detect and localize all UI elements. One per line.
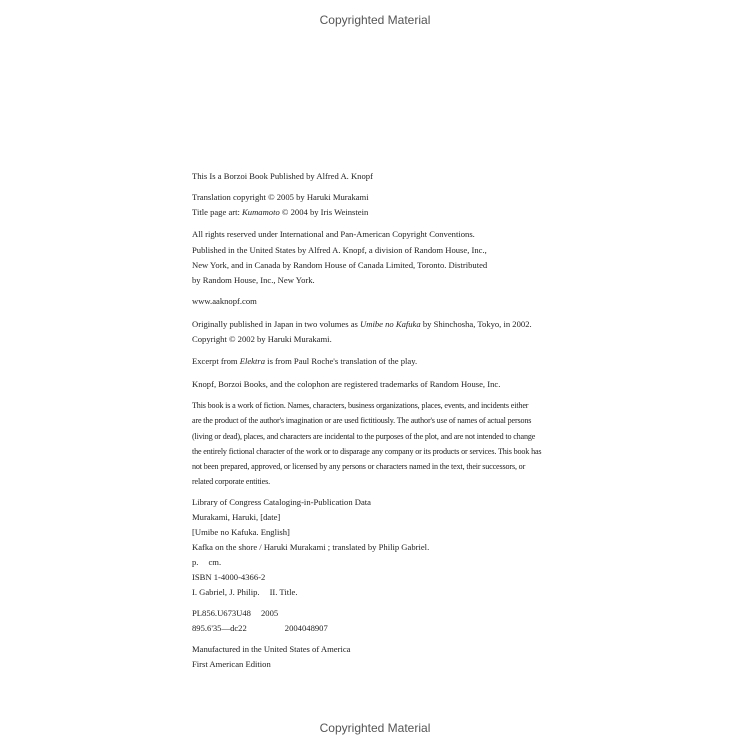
cip-line xyxy=(192,587,298,598)
excerpt-line xyxy=(192,356,417,367)
fiction-disclaimer-line: are the product of the author's imagination or are used fictitiously. The author's use of names of actual persons xyxy=(192,416,532,425)
trademarks-line: Knopf, Borzoi Books, and the colophon are registered trademarks of Random House, Inc. xyxy=(192,379,501,389)
original-copyright: Copyright © 2002 by Haruki Murakami. xyxy=(192,334,332,344)
text: 2004048907 xyxy=(284,623,328,633)
text: is from Paul Roche's translation of the play. xyxy=(265,356,418,366)
fiction-disclaimer-line: related corporate entities. xyxy=(192,477,270,486)
text: by Shinchosha, Tokyo, in 2002. xyxy=(420,319,532,329)
borzoi-line: This Is a Borzoi Book Published by Alfred A. Knopf xyxy=(192,171,373,181)
cip-line: Library of Congress Cataloging-in-Publication Data xyxy=(192,497,371,507)
title-page-art xyxy=(192,207,368,218)
text: PL856.U673U48 xyxy=(192,608,251,618)
fiction-disclaimer-line: not been prepared, approved, or licensed by any persons or characters named in the text, their successors, or xyxy=(192,462,526,471)
fiction-disclaimer-line: This book is a work of fiction. Names, characters, business organizations, places, events, and incidents either xyxy=(192,401,529,410)
edition-line: First American Edition xyxy=(192,659,271,669)
text: Excerpt from xyxy=(192,356,240,366)
text: p. xyxy=(192,557,199,567)
italic-title: Umibe no Kafuka xyxy=(360,319,421,329)
text: I. Gabriel, J. Philip. xyxy=(192,587,260,597)
cip-line xyxy=(192,557,221,568)
text: 895.6'35—dc22 xyxy=(192,623,247,633)
translation-copyright: Translation copyright © 2005 by Haruki Murakami xyxy=(192,192,369,202)
footer-watermark: Copyrighted Material xyxy=(319,721,431,735)
manufactured-line: Manufactured in the United States of America xyxy=(192,644,351,654)
cip-line: Kafka on the shore / Haruki Murakami ; translated by Philip Gabriel. xyxy=(192,542,430,552)
rights-line: Published in the United States by Alfred A. Knopf, a division of Random House, Inc., xyxy=(192,245,487,255)
original-publication xyxy=(192,319,532,330)
classification-line xyxy=(192,608,278,619)
cip-line: Murakami, Haruki, [date] xyxy=(192,512,281,522)
rights-line: New York, and in Canada by Random House of Canada Limited, Toronto. Distributed xyxy=(192,260,488,270)
rights-line: All rights reserved under International and Pan-American Copyright Conventions. xyxy=(192,229,475,239)
text: © 2004 by Iris Weinstein xyxy=(279,207,369,217)
text: cm. xyxy=(208,557,222,567)
italic-title: Kumamoto xyxy=(242,207,280,217)
fiction-disclaimer-line: the entirely fictional character of the work or to disparage any company or its products or services. This book has xyxy=(192,447,542,456)
header-watermark: Copyrighted Material xyxy=(319,13,431,27)
rights-line: by Random House, Inc., New York. xyxy=(192,275,315,285)
text: Title page art: xyxy=(192,207,243,217)
fiction-disclaimer-line: (living or dead), places, and characters are incidental to the purposes of the plot, and are not intended to change xyxy=(192,432,536,441)
website: www.aaknopf.com xyxy=(192,296,257,306)
italic-title: Elektra xyxy=(239,356,266,366)
classification-line xyxy=(192,623,328,634)
cip-line: [Umibe no Kafuka. English] xyxy=(192,527,290,537)
text: 2005 xyxy=(260,608,279,618)
cip-line: ISBN 1-4000-4366-2 xyxy=(192,572,266,582)
text: II. Title. xyxy=(269,587,298,597)
text: Originally published in Japan in two volumes as xyxy=(192,319,361,329)
